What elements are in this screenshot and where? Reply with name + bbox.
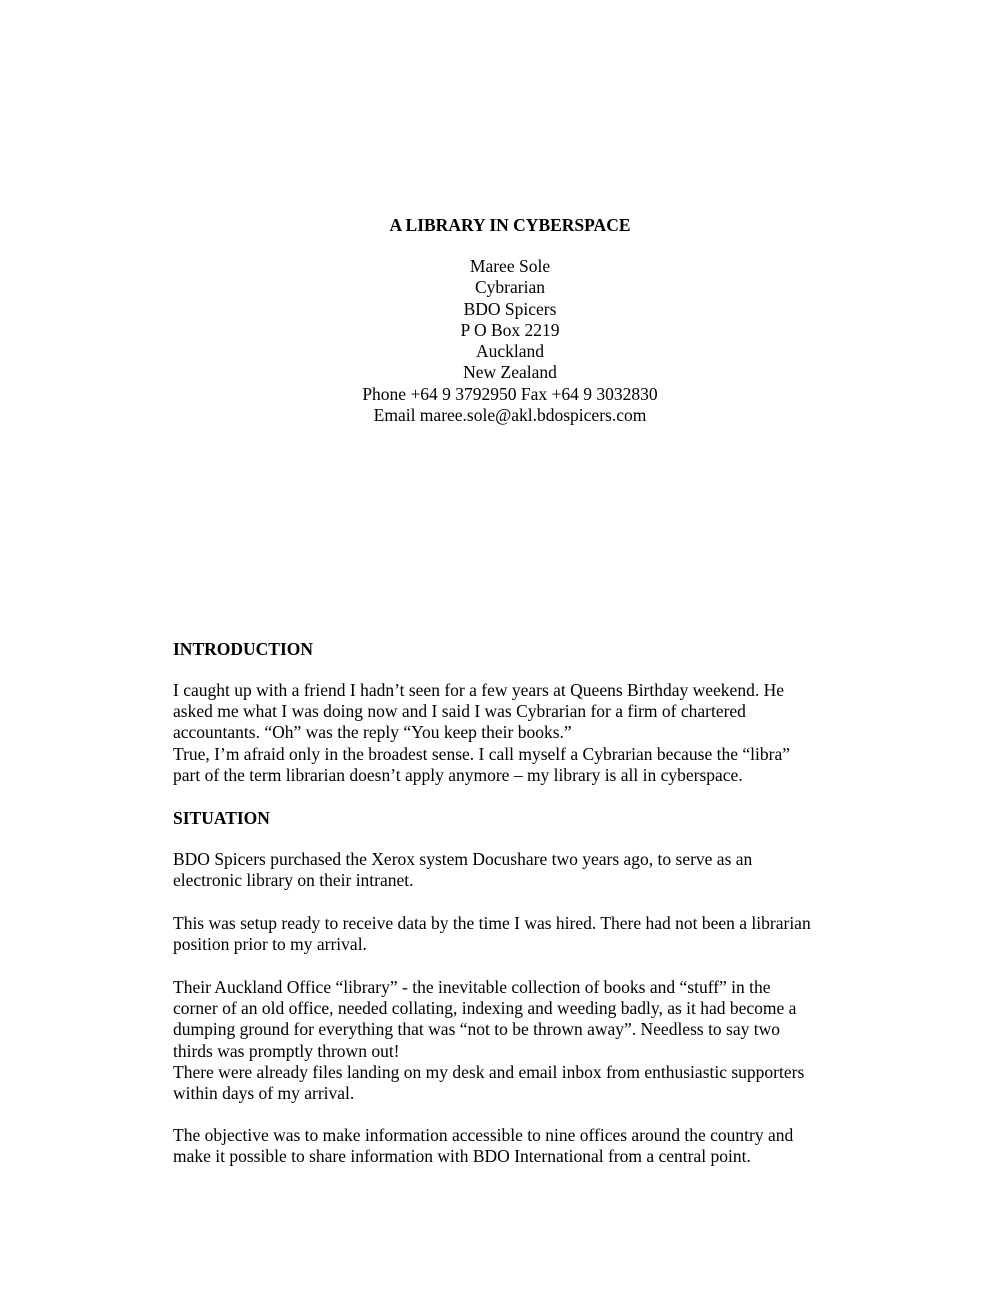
situation-paragraph-3: [173, 977, 873, 1104]
paragraph-line: asked me what I was doing now and I said I was Cybrarian for a firm of chartered: [173, 701, 746, 722]
paragraph-line: within days of my arrival.: [173, 1083, 355, 1104]
paragraph-line: Their Auckland Office “library” - the inevitable collection of books and “stuff” in the: [173, 977, 771, 997]
situation-paragraph-4: [173, 1125, 873, 1167]
paragraph-line: position prior to my arrival.: [173, 934, 367, 955]
author-phone-fax: Phone +64 9 3792950 Fax +64 9 3032830: [362, 383, 658, 404]
situation-paragraph-1: [173, 849, 873, 891]
paragraph-line: True, I’m afraid only in the broadest sense. I call myself a Cybrarian because the “libra”: [173, 743, 790, 764]
author-name: Maree Sole: [469, 256, 551, 276]
paragraph-line: make it possible to share information with BDO International from a central point.: [173, 1146, 751, 1167]
paragraph-line: The objective was to make information accessible to nine offices around the country and: [173, 1125, 794, 1145]
introduction-paragraph: [173, 680, 873, 786]
paragraph-line: accountants. “Oh” was the reply “You keep their books.”: [173, 722, 572, 743]
situation-heading: SITUATION: [173, 808, 270, 828]
paragraph-line: corner of an old office, needed collating, indexing and weeding badly, as it had become a: [173, 998, 797, 1019]
paragraph-line: electronic library on their intranet.: [173, 870, 414, 891]
paragraph-line: thirds was promptly thrown out!: [173, 1040, 400, 1061]
author-po-box: P O Box 2219: [460, 319, 560, 340]
situation-paragraph-2: [173, 913, 873, 955]
author-city: Auckland: [475, 341, 545, 362]
author-address-block: [0, 256, 1000, 426]
paragraph-line: BDO Spicers purchased the Xerox system Docushare two years ago, to serve as an: [173, 849, 753, 869]
paragraph-line: I caught up with a friend I hadn’t seen for a few years at Queens Birthday weekend. He: [173, 680, 784, 700]
paragraph-line: dumping ground for everything that was “not to be thrown away”. Needless to say two: [173, 1019, 781, 1040]
paragraph-line: This was setup ready to receive data by the time I was hired. There had not been a librarian: [173, 913, 811, 933]
document-title: A LIBRARY IN CYBERSPACE: [389, 215, 631, 235]
author-role: Cybrarian: [475, 277, 545, 298]
introduction-heading: INTRODUCTION: [173, 639, 314, 659]
author-country: New Zealand: [463, 362, 557, 383]
paragraph-line: part of the term librarian doesn’t apply anymore – my library is all in cyberspace.: [173, 764, 743, 785]
author-organisation: BDO Spicers: [463, 298, 557, 319]
author-email: Email maree.sole@akl.bdospicers.com: [373, 405, 647, 426]
paragraph-line: There were already files landing on my desk and email inbox from enthusiastic supporters: [173, 1061, 805, 1082]
